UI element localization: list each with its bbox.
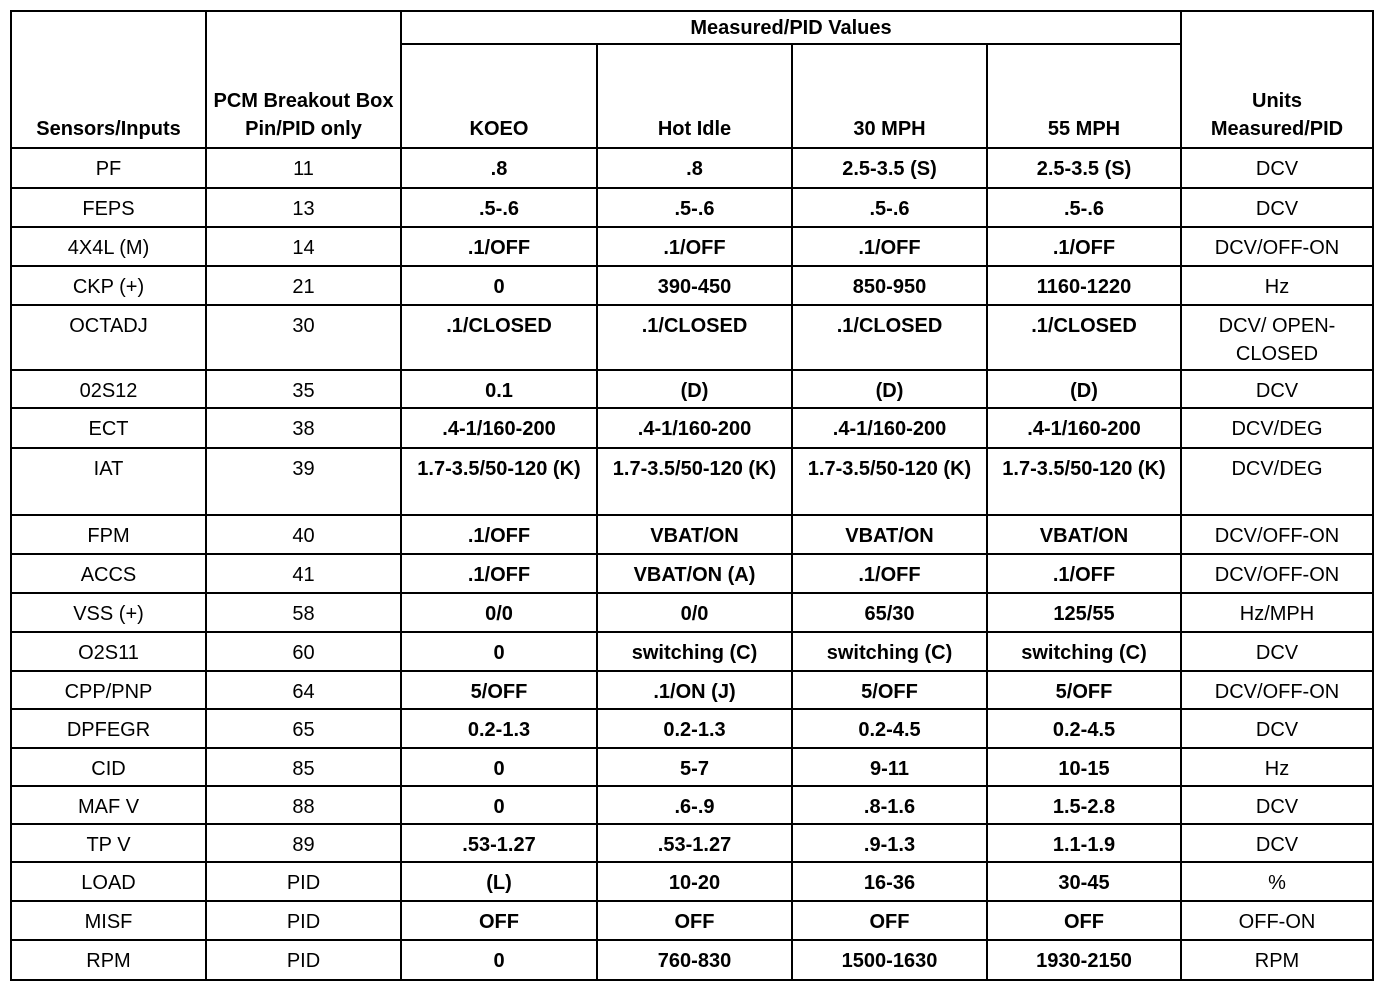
- cell-mph55: OFF: [987, 901, 1181, 940]
- cell-sensor: 4X4L (M): [11, 227, 206, 266]
- cell-mph55: VBAT/ON: [987, 515, 1181, 554]
- cell-mph55: 2.5-3.5 (S): [987, 148, 1181, 188]
- cell-hot-idle: 760-830: [597, 940, 792, 980]
- cell-koeo: .1/OFF: [401, 515, 597, 554]
- cell-pin: 30: [206, 305, 401, 370]
- table-row: [11, 554, 1373, 593]
- table-row: [11, 862, 1373, 901]
- cell-mph55: .4-1/160-200: [987, 408, 1181, 448]
- cell-sensor: OCTADJ: [11, 305, 206, 370]
- cell-koeo: .53-1.27: [401, 824, 597, 862]
- cell-units: RPM: [1181, 940, 1373, 980]
- cell-mph55: switching (C): [987, 632, 1181, 671]
- cell-mph55: .1/OFF: [987, 227, 1181, 266]
- cell-units: DCV/OFF-ON: [1181, 554, 1373, 593]
- cell-units: OFF-ON: [1181, 901, 1373, 940]
- cell-koeo: (L): [401, 862, 597, 901]
- cell-mph30: .1/OFF: [792, 554, 987, 593]
- cell-pin: 64: [206, 671, 401, 709]
- table-row: [11, 266, 1373, 305]
- cell-pin: 14: [206, 227, 401, 266]
- cell-sensor: DPFEGR: [11, 709, 206, 748]
- cell-units: DCV/DEG: [1181, 408, 1373, 448]
- cell-pin: PID: [206, 940, 401, 980]
- cell-mph30: .1/OFF: [792, 227, 987, 266]
- table-row: [11, 901, 1373, 940]
- cell-pin: 85: [206, 748, 401, 786]
- table-row: [11, 227, 1373, 266]
- cell-hot-idle: .53-1.27: [597, 824, 792, 862]
- cell-hot-idle: VBAT/ON (A): [597, 554, 792, 593]
- cell-pin: PID: [206, 901, 401, 940]
- header-hot-idle: Hot Idle: [597, 44, 792, 148]
- cell-koeo: .1/OFF: [401, 227, 597, 266]
- cell-sensor: 02S12: [11, 370, 206, 408]
- cell-sensor: IAT: [11, 448, 206, 515]
- cell-mph55: 1.7-3.5/50-120 (K): [987, 448, 1181, 515]
- cell-pin: 40: [206, 515, 401, 554]
- cell-koeo: .1/OFF: [401, 554, 597, 593]
- cell-sensor: ACCS: [11, 554, 206, 593]
- header-measured-group: Measured/PID Values: [401, 11, 1181, 44]
- cell-units: DCV: [1181, 824, 1373, 862]
- cell-koeo: 0: [401, 266, 597, 305]
- cell-hot-idle: .1/ON (J): [597, 671, 792, 709]
- cell-koeo: 0.2-1.3: [401, 709, 597, 748]
- cell-pin: 21: [206, 266, 401, 305]
- cell-mph30: 1.7-3.5/50-120 (K): [792, 448, 987, 515]
- cell-mph30: .4-1/160-200: [792, 408, 987, 448]
- cell-units: DCV/DEG: [1181, 448, 1373, 515]
- cell-units: DCV: [1181, 188, 1373, 227]
- cell-hot-idle: 1.7-3.5/50-120 (K): [597, 448, 792, 515]
- cell-mph55: .1/OFF: [987, 554, 1181, 593]
- cell-units: DCV: [1181, 786, 1373, 824]
- cell-sensor: PF: [11, 148, 206, 188]
- cell-hot-idle: (D): [597, 370, 792, 408]
- cell-hot-idle: .5-.6: [597, 188, 792, 227]
- cell-pin: 39: [206, 448, 401, 515]
- cell-mph30: 9-11: [792, 748, 987, 786]
- cell-koeo: .8: [401, 148, 597, 188]
- table-row: [11, 448, 1373, 515]
- cell-sensor: FEPS: [11, 188, 206, 227]
- cell-pin: 11: [206, 148, 401, 188]
- cell-sensor: CKP (+): [11, 266, 206, 305]
- cell-pin: 35: [206, 370, 401, 408]
- cell-mph30: switching (C): [792, 632, 987, 671]
- table-row: [11, 748, 1373, 786]
- cell-pin: 38: [206, 408, 401, 448]
- cell-mph30: 2.5-3.5 (S): [792, 148, 987, 188]
- cell-units: Hz: [1181, 266, 1373, 305]
- cell-pin: 13: [206, 188, 401, 227]
- cell-units: Hz: [1181, 748, 1373, 786]
- cell-units: DCV/OFF-ON: [1181, 227, 1373, 266]
- cell-sensor: RPM: [11, 940, 206, 980]
- cell-units: DCV/ OPEN-CLOSED: [1181, 305, 1373, 370]
- cell-sensor: FPM: [11, 515, 206, 554]
- table-row: [11, 786, 1373, 824]
- cell-sensor: ECT: [11, 408, 206, 448]
- table-row: [11, 632, 1373, 671]
- cell-mph30: (D): [792, 370, 987, 408]
- cell-mph55: 1930-2150: [987, 940, 1181, 980]
- cell-mph30: OFF: [792, 901, 987, 940]
- cell-mph30: VBAT/ON: [792, 515, 987, 554]
- cell-mph55: 0.2-4.5: [987, 709, 1181, 748]
- cell-mph30: 0.2-4.5: [792, 709, 987, 748]
- cell-mph30: .5-.6: [792, 188, 987, 227]
- cell-hot-idle: .1/CLOSED: [597, 305, 792, 370]
- table-row: [11, 305, 1373, 370]
- cell-koeo: .5-.6: [401, 188, 597, 227]
- header-sensors: Sensors/Inputs: [11, 11, 206, 148]
- cell-units: Hz/MPH: [1181, 593, 1373, 632]
- cell-sensor: MISF: [11, 901, 206, 940]
- cell-units: DCV: [1181, 632, 1373, 671]
- cell-sensor: MAF V: [11, 786, 206, 824]
- cell-mph55: 10-15: [987, 748, 1181, 786]
- table-row: [11, 593, 1373, 632]
- cell-koeo: 0.1: [401, 370, 597, 408]
- cell-mph55: 1160-1220: [987, 266, 1181, 305]
- cell-units: %: [1181, 862, 1373, 901]
- header-55mph: 55 MPH: [987, 44, 1181, 148]
- cell-mph55: 5/OFF: [987, 671, 1181, 709]
- cell-units: DCV: [1181, 370, 1373, 408]
- cell-hot-idle: 0.2-1.3: [597, 709, 792, 748]
- cell-mph55: 125/55: [987, 593, 1181, 632]
- cell-mph30: .9-1.3: [792, 824, 987, 862]
- cell-pin: 60: [206, 632, 401, 671]
- cell-mph30: 850-950: [792, 266, 987, 305]
- cell-mph55: (D): [987, 370, 1181, 408]
- cell-pin: 41: [206, 554, 401, 593]
- cell-pin: 58: [206, 593, 401, 632]
- cell-hot-idle: switching (C): [597, 632, 792, 671]
- cell-mph30: .8-1.6: [792, 786, 987, 824]
- header-pin: PCM Breakout Box Pin/PID only: [206, 11, 401, 148]
- table-row: [11, 148, 1373, 188]
- cell-units: DCV: [1181, 709, 1373, 748]
- cell-sensor: VSS (+): [11, 593, 206, 632]
- cell-mph55: 1.5-2.8: [987, 786, 1181, 824]
- cell-koeo: .1/CLOSED: [401, 305, 597, 370]
- cell-mph30: 1500-1630: [792, 940, 987, 980]
- cell-pin: 88: [206, 786, 401, 824]
- cell-mph55: 30-45: [987, 862, 1181, 901]
- table-row: [11, 515, 1373, 554]
- cell-hot-idle: .4-1/160-200: [597, 408, 792, 448]
- cell-mph55: 1.1-1.9: [987, 824, 1181, 862]
- cell-mph55: .1/CLOSED: [987, 305, 1181, 370]
- cell-hot-idle: VBAT/ON: [597, 515, 792, 554]
- table-row: [11, 940, 1373, 980]
- cell-hot-idle: .6-.9: [597, 786, 792, 824]
- cell-mph30: 5/OFF: [792, 671, 987, 709]
- table-row: [11, 370, 1373, 408]
- header-koeo: KOEO: [401, 44, 597, 148]
- table-row: [11, 671, 1373, 709]
- cell-koeo: 0: [401, 786, 597, 824]
- cell-koeo: OFF: [401, 901, 597, 940]
- cell-mph30: 16-36: [792, 862, 987, 901]
- cell-pin: PID: [206, 862, 401, 901]
- cell-hot-idle: 390-450: [597, 266, 792, 305]
- cell-koeo: 0: [401, 632, 597, 671]
- cell-pin: 65: [206, 709, 401, 748]
- table-row: [11, 824, 1373, 862]
- pid-values-table: [10, 10, 1374, 981]
- cell-koeo: 1.7-3.5/50-120 (K): [401, 448, 597, 515]
- cell-hot-idle: .8: [597, 148, 792, 188]
- cell-sensor: CID: [11, 748, 206, 786]
- cell-sensor: LOAD: [11, 862, 206, 901]
- cell-units: DCV/OFF-ON: [1181, 515, 1373, 554]
- cell-units: DCV/OFF-ON: [1181, 671, 1373, 709]
- table-row: [11, 709, 1373, 748]
- cell-hot-idle: 5-7: [597, 748, 792, 786]
- cell-koeo: 0: [401, 940, 597, 980]
- cell-hot-idle: 0/0: [597, 593, 792, 632]
- cell-hot-idle: OFF: [597, 901, 792, 940]
- cell-pin: 89: [206, 824, 401, 862]
- cell-koeo: .4-1/160-200: [401, 408, 597, 448]
- header-30mph: 30 MPH: [792, 44, 987, 148]
- cell-mph55: .5-.6: [987, 188, 1181, 227]
- cell-koeo: 0/0: [401, 593, 597, 632]
- cell-mph30: 65/30: [792, 593, 987, 632]
- cell-koeo: 5/OFF: [401, 671, 597, 709]
- table-row: [11, 188, 1373, 227]
- cell-units: DCV: [1181, 148, 1373, 188]
- cell-sensor: CPP/PNP: [11, 671, 206, 709]
- table-row: [11, 408, 1373, 448]
- cell-koeo: 0: [401, 748, 597, 786]
- cell-sensor: O2S11: [11, 632, 206, 671]
- header-units: Units Measured/PID: [1181, 11, 1373, 148]
- cell-sensor: TP V: [11, 824, 206, 862]
- cell-hot-idle: 10-20: [597, 862, 792, 901]
- cell-hot-idle: .1/OFF: [597, 227, 792, 266]
- cell-mph30: .1/CLOSED: [792, 305, 987, 370]
